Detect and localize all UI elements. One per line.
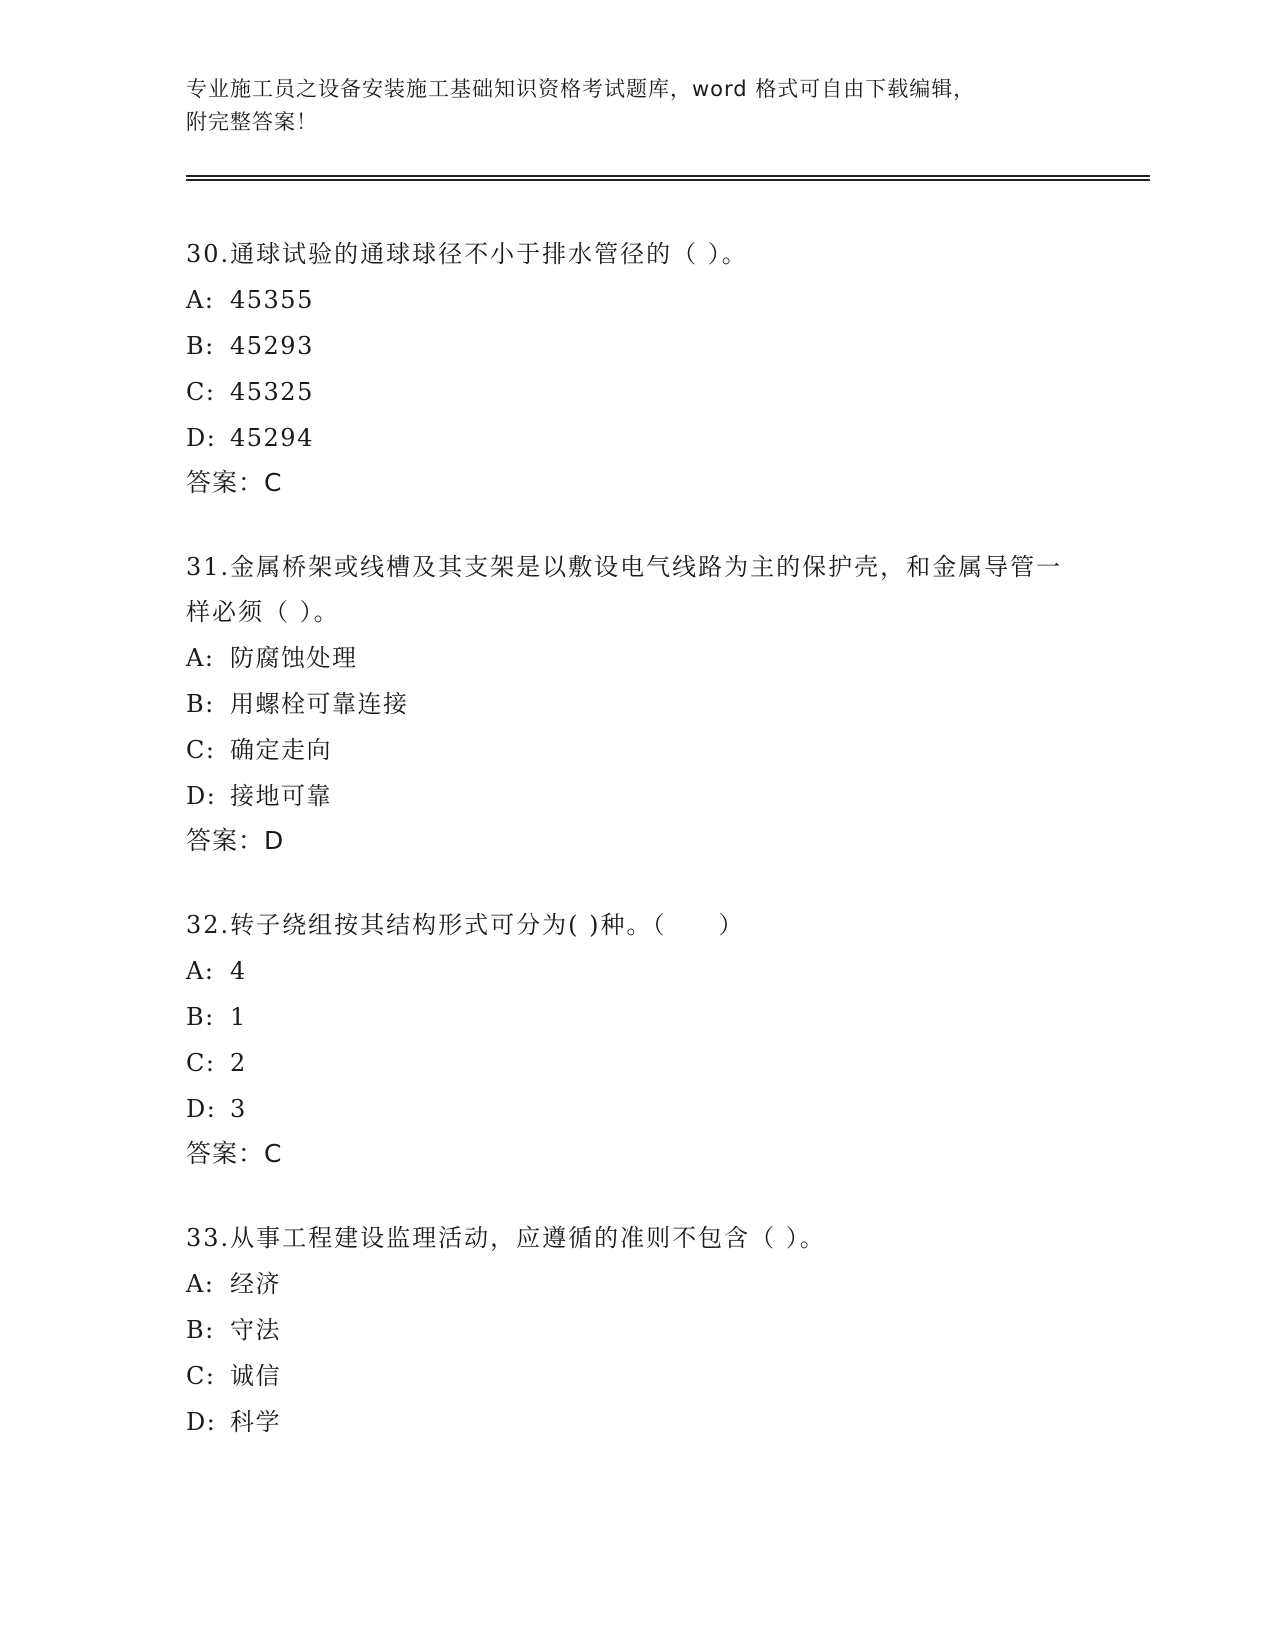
option-d (186, 1399, 1086, 1445)
option-d (186, 415, 1086, 461)
option-text: 4 (230, 957, 247, 985)
option-b (186, 323, 1086, 369)
option-text: 1 (230, 1003, 247, 1031)
question-stem: 32.转子绕组按其结构形式可分为( )种。（ ） (186, 911, 745, 939)
option-text: 45355 (230, 286, 314, 314)
option-text: 2 (230, 1049, 247, 1077)
option-text: 防腐蚀处理 (230, 644, 358, 672)
option-letter: B: (186, 1003, 215, 1031)
option-letter: C: (186, 736, 216, 764)
question-32 (186, 903, 1086, 1176)
option-text: 诚信 (230, 1362, 281, 1390)
question-33 (186, 1216, 1086, 1445)
option-text: 45325 (230, 378, 314, 406)
option-text: 守法 (230, 1316, 281, 1344)
question-list (186, 232, 1086, 1485)
question-31 (186, 545, 1086, 863)
option-text: 经济 (230, 1270, 281, 1298)
question-30 (186, 232, 1086, 505)
option-letter: A: (186, 957, 215, 985)
option-text: 用螺栓可靠连接 (230, 690, 409, 718)
option-text: 科学 (230, 1408, 281, 1436)
option-a (186, 277, 1086, 323)
option-a (186, 635, 1086, 681)
option-letter: A: (186, 1270, 215, 1298)
option-a (186, 948, 1086, 994)
option-letter: A: (186, 286, 215, 314)
option-text: 45294 (230, 424, 314, 452)
document-header (186, 73, 1086, 139)
option-letter: D: (186, 782, 217, 810)
header-line-1: 专业施工员之设备安装施工基础知识资格考试题库，word 格式可自由下载编辑， (186, 77, 976, 101)
option-text: 接地可靠 (230, 782, 332, 810)
option-b (186, 681, 1086, 727)
option-letter: B: (186, 1316, 215, 1344)
option-d (186, 1086, 1086, 1132)
question-stem: 31.金属桥架或线槽及其支架是以敷设电气线路为主的保护壳，和金属导管一样必须（ ）。 (186, 553, 1063, 626)
option-b (186, 994, 1086, 1040)
option-letter: D: (186, 1095, 217, 1123)
option-b (186, 1307, 1086, 1353)
option-text: 确定走向 (230, 736, 332, 764)
header-line-2: 附完整答案！ (186, 110, 318, 134)
option-letter: C: (186, 1362, 216, 1390)
answer-line: 答案：C (186, 468, 283, 497)
option-letter: D: (186, 1408, 217, 1436)
option-c (186, 727, 1086, 773)
option-letter: B: (186, 332, 215, 360)
option-letter: A: (186, 644, 215, 672)
question-stem: 33.从事工程建设监理活动，应遵循的准则不包含（ ）。 (186, 1224, 826, 1252)
option-letter: D: (186, 424, 217, 452)
option-letter: C: (186, 378, 216, 406)
option-a (186, 1261, 1086, 1307)
option-d (186, 773, 1086, 819)
answer-line: 答案：C (186, 1139, 283, 1168)
option-text: 45293 (230, 332, 314, 360)
option-letter: B: (186, 690, 215, 718)
answer-line: 答案：D (186, 826, 285, 855)
option-c (186, 1040, 1086, 1086)
option-c (186, 1353, 1086, 1399)
option-c (186, 369, 1086, 415)
option-letter: C: (186, 1049, 216, 1077)
option-text: 3 (230, 1095, 247, 1123)
question-stem: 30.通球试验的通球球径不小于排水管径的（ ）。 (186, 240, 748, 268)
header-divider (186, 175, 1150, 181)
